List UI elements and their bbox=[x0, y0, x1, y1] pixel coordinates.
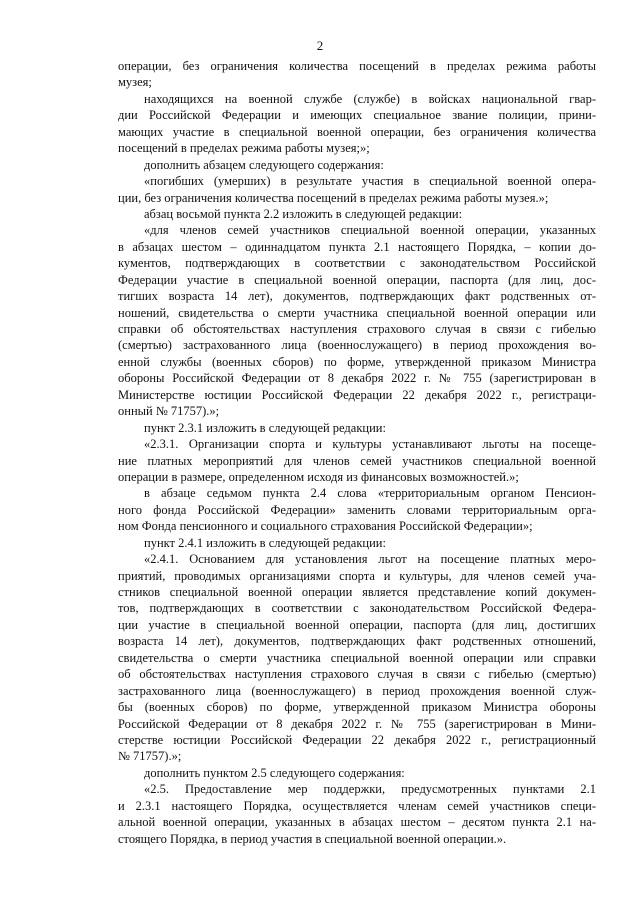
text-line: дии Российской Федерации и имеющих специальное звание полиции, прини- bbox=[118, 108, 596, 123]
text-line: ного фонда Российской Федерации» заменить словами территориальным орга- bbox=[118, 502, 596, 517]
text-line: стоящего Порядка, в период участия в специальной военной операции.». bbox=[118, 831, 507, 846]
text-line: бы (военных сборов) по форме, утвержденной приказом Министра обороны bbox=[118, 700, 596, 715]
text-line: «2.5. Предоставление мер поддержки, предусмотренных пунктами 2.1 bbox=[144, 782, 596, 797]
text-line: Федерации участие в специальной военной операции, паспорта (для лиц, дос- bbox=[118, 272, 596, 287]
text-line: пункт 2.4.1 изложить в следующей редакции: bbox=[144, 535, 386, 550]
text-line: справки об обстоятельствах наступления страхового случая в связи с гибелью bbox=[118, 322, 596, 336]
text-line: посещений в пределах режима работы музея;»; bbox=[118, 141, 370, 156]
text-line: ции участие в специальной военной операции, паспорта (для лиц, достигших bbox=[118, 617, 596, 632]
text-line: «2.3.1. Организации спорта и культуры устанавливают льготы на посеще- bbox=[144, 437, 596, 452]
text-line: «2.4.1. Основанием для установления льгот на посещение платных меро- bbox=[144, 552, 596, 567]
text-line: альной военной операции, указанных в абзацах шестом – десятом пункта 2.1 на- bbox=[118, 815, 596, 830]
text-line: кументов, подтверждающих в соответствии с законодательством Российской bbox=[118, 256, 596, 271]
document-body bbox=[118, 58, 596, 847]
text-line: ние платных мероприятий для членов семей участников специальной военной bbox=[118, 453, 596, 468]
text-line: об обстоятельствах наступления страхового случая в связи с гибелью (смертью) bbox=[118, 667, 596, 682]
text-line: находящихся на военной службе (службе) в войсках национальной гвар- bbox=[144, 91, 596, 106]
text-line: ции, без ограничения количества посещений в пределах режима работы музея.»; bbox=[118, 190, 549, 205]
text-line: № 71757).»; bbox=[118, 749, 182, 764]
text-line: ном Фонда пенсионного и социального страхования Российской Федерации»; bbox=[118, 519, 533, 534]
text-line: приятий, проводимых организациями спорта и культуры, для членов семей уча- bbox=[118, 568, 596, 583]
text-line: и 2.3.1 настоящего Порядка, осуществляется членам семей участников специ- bbox=[118, 798, 596, 813]
text-line: операции, без ограничения количества посещений в пределах режима работы bbox=[118, 59, 596, 73]
text-line: тигших возраста 14 лет), документов, подтверждающих факт родственных от- bbox=[118, 289, 596, 304]
text-line: Российской Федерации от 8 декабря 2022 г. № 755 (зарегистрирован в Мини- bbox=[118, 716, 596, 731]
text-line: дополнить абзацем следующего содержания: bbox=[144, 157, 384, 172]
text-line: в абзаце седьмом пункта 2.4 слова «территориальным органом Пенсион- bbox=[144, 486, 596, 501]
text-line: Министерстве юстиции Российской Федерации 22 декабря 2022 г., регистраци- bbox=[118, 387, 596, 402]
text-line: музея; bbox=[118, 75, 152, 90]
text-line: свидетельства о смерти участника специальной военной операции или справки bbox=[118, 650, 596, 665]
text-line: дополнить пунктом 2.5 следующего содержания: bbox=[144, 765, 405, 780]
text-line: енной службы (военных сборов) по форме, утвержденной приказом Министра bbox=[118, 354, 596, 369]
text-line: застрахованного лица (военнослужащего) в период прохождения военной служ- bbox=[118, 683, 596, 698]
page-number: 2 bbox=[316, 38, 324, 53]
text-line: операции в размере, определенном исходя из финансовых возможностей.»; bbox=[118, 469, 519, 484]
text-line: (смертью) застрахованного лица (военнослужащего) в период прохождения во- bbox=[118, 338, 596, 353]
text-line: стерстве юстиции Российской Федерации 22 декабря 2022 г., регистрационный bbox=[118, 732, 596, 747]
text-line: «погибших (умерших) в результате участия в специальной военной опера- bbox=[144, 174, 596, 189]
text-line: обороны Российской Федерации от 8 декабря 2022 г. № 755 (зарегистрирован в bbox=[118, 371, 596, 386]
text-line: «для членов семей участников специальной военной операции, указанных bbox=[144, 223, 596, 238]
text-line: в абзацах шестом – одиннадцатом пункта 2.1 настоящего Порядка, – копии до- bbox=[118, 239, 596, 254]
text-line: возраста 14 лет), документов, подтверждающих факт родственных отношений, bbox=[118, 634, 596, 649]
text-line: пункт 2.3.1 изложить в следующей редакции: bbox=[144, 420, 386, 435]
text-line: ношений, свидетельства о смерти участника специальной военной операции или bbox=[118, 305, 596, 320]
text-line: тов, подтверждающих в соответствии с законодательством Российской Федера- bbox=[118, 601, 596, 616]
text-line: онный № 71757).»; bbox=[118, 404, 220, 419]
text-line: стников специальной военной операции является представление копий докумен- bbox=[118, 585, 596, 599]
text-line: абзац восьмой пункта 2.2 изложить в следующей редакции: bbox=[144, 206, 463, 221]
text-line: мающих участие в специальной военной операции, без ограничения количества bbox=[118, 124, 596, 139]
